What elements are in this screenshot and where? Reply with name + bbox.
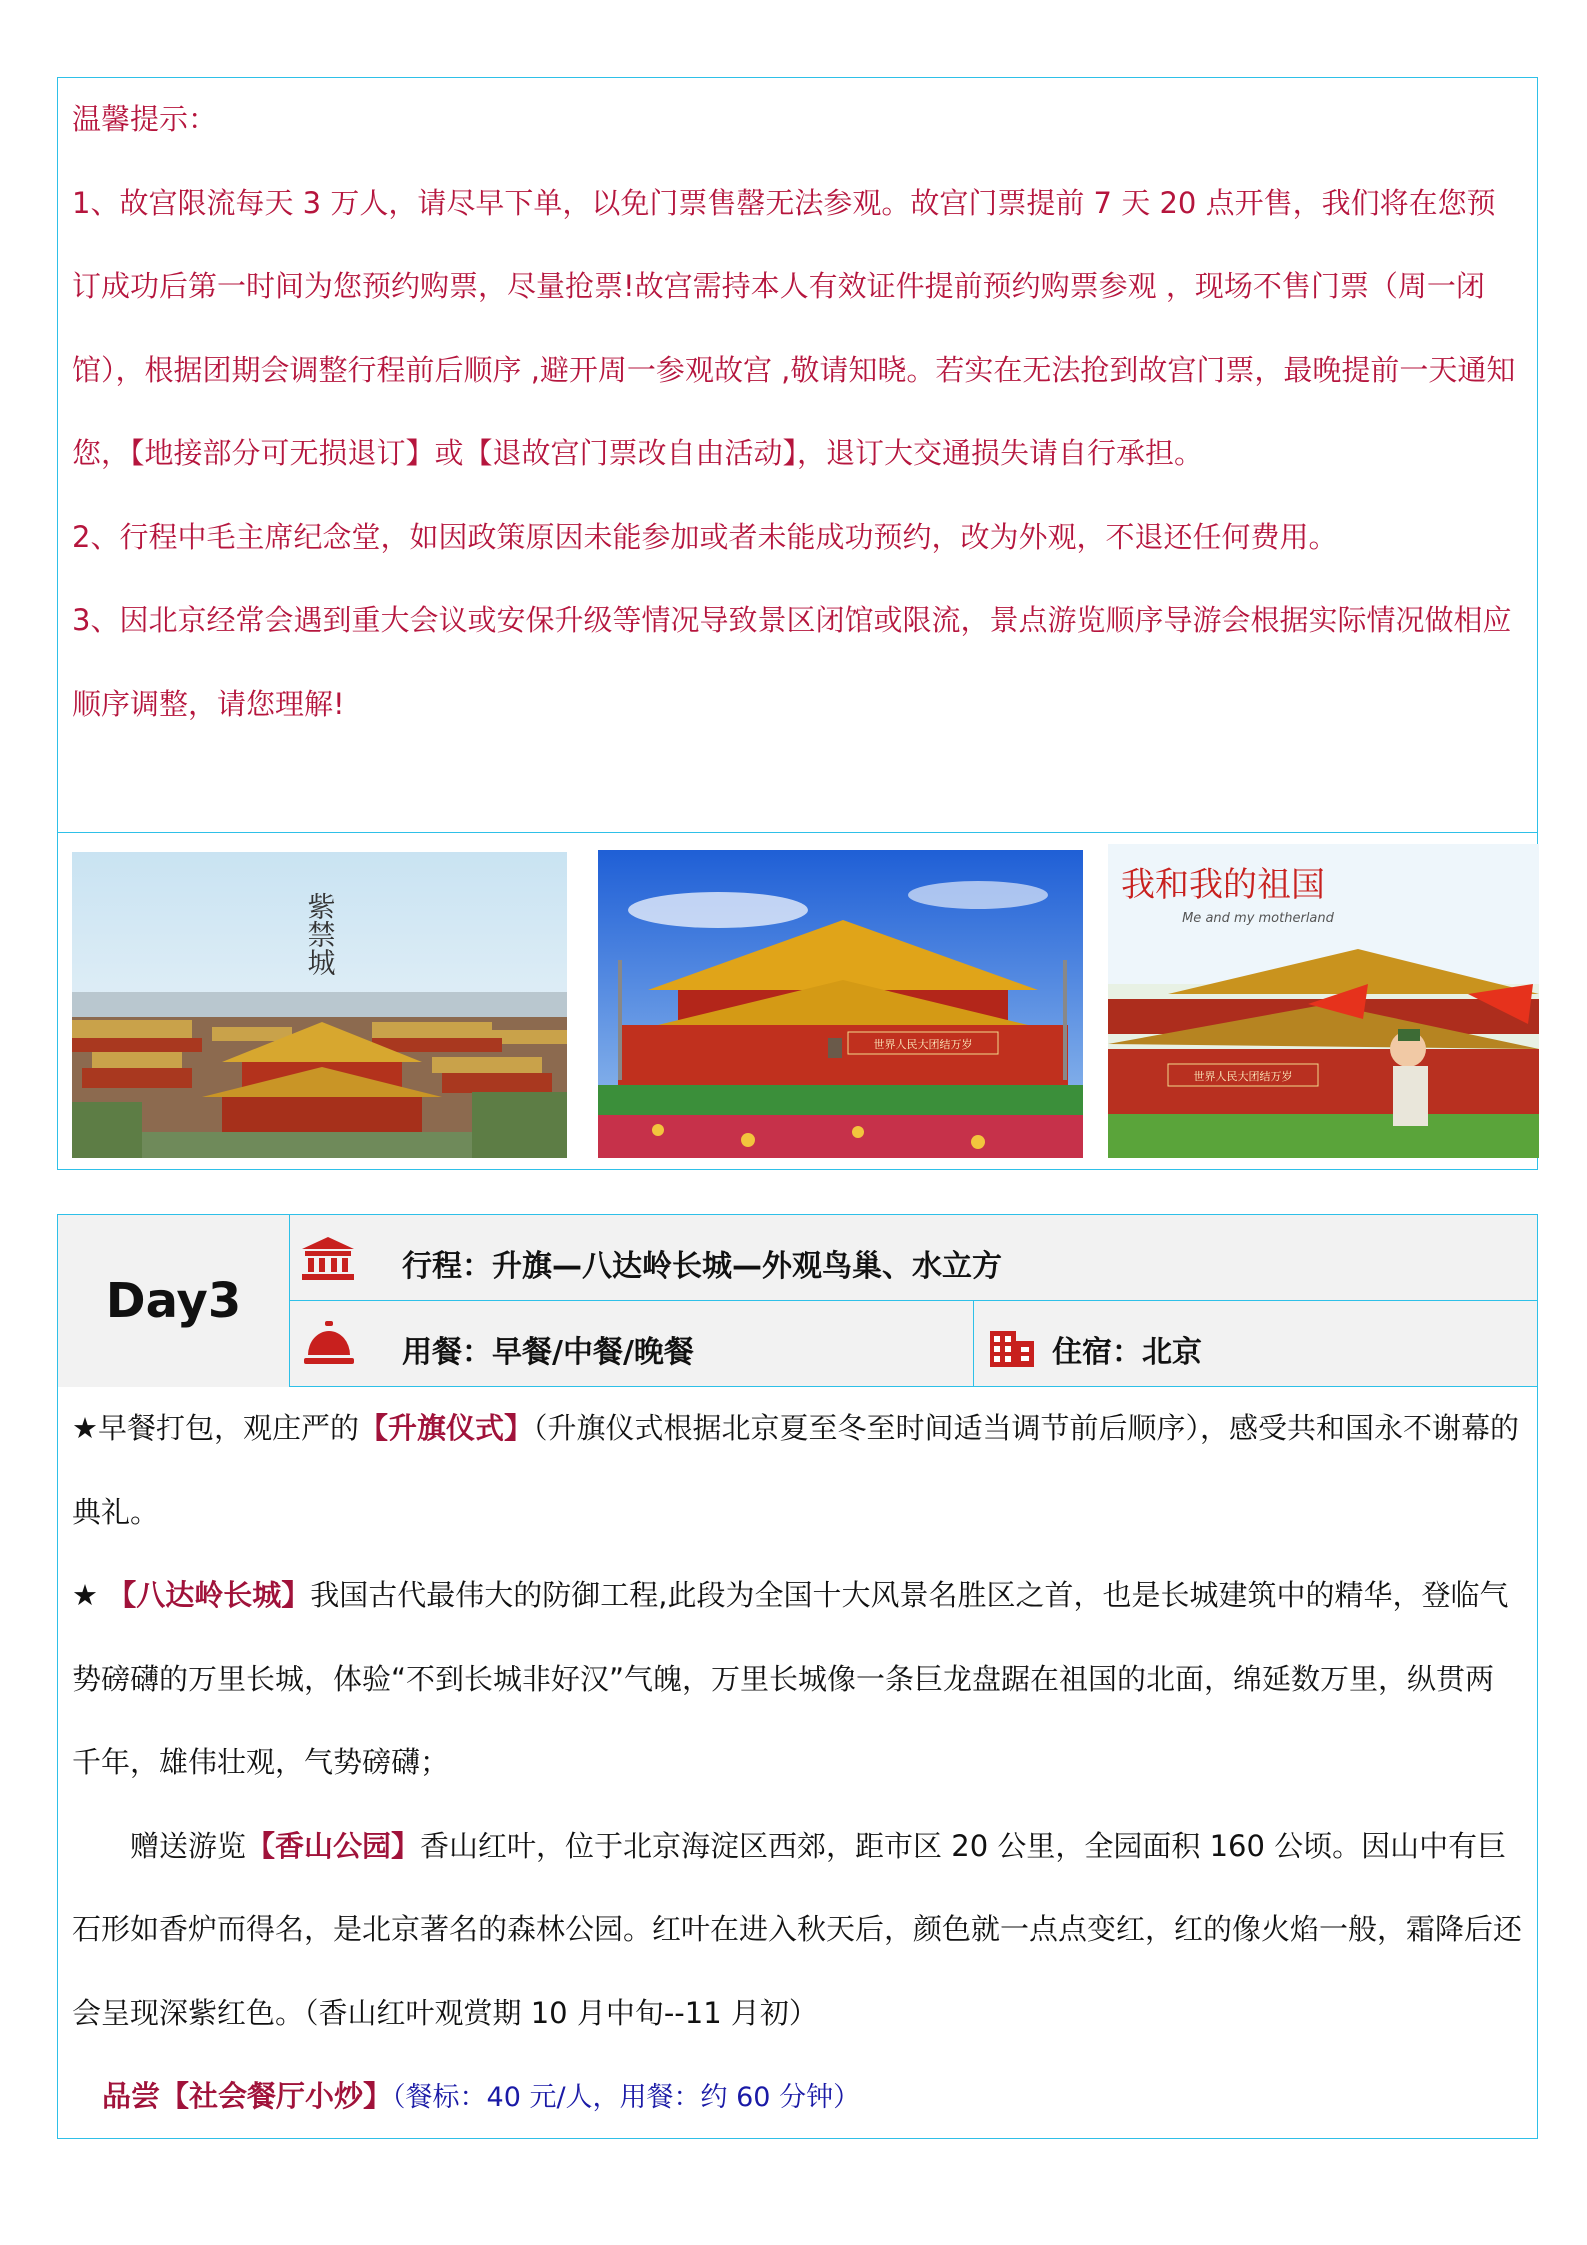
notice-heading: 温馨提示： [72,102,218,136]
photo3-banner: 世界人民大团结万岁 [1193,1070,1293,1083]
highlight-flag-ceremony: 【升旗仪式】 [359,1411,534,1445]
photo2-banner: 世界人民大团结万岁 [873,1038,973,1051]
notice-item-2: 2、行程中毛主席纪念堂，如因政策原因未能参加或者未能成功预约，改为外观，不退还任何费用。 [72,519,1338,554]
day3-body [72,1387,1523,2140]
notice-divider [58,832,1537,833]
photo1-text: 紫禁城 [303,892,337,976]
itinerary-text: 行程：升旗—八达岭长城—外观鸟巢、水立方 [402,1249,1002,1284]
text-span: ★ [72,1578,108,1612]
highlight-meal: 品尝【社会餐厅小炒】 [102,2079,393,2113]
day-label: Day3 [58,1215,290,1387]
meals-lodging-row [290,1301,1537,1387]
photo3-sub: Me and my motherland [1182,911,1334,926]
text-span: 香山红叶，位于北京海淀区西郊，距市区 20 公里，全园面积 160 公顷。因山中有巨石形如香炉而得名，是北京著名的森林公园。红叶在进入秋天后，颜色就一点点变红，红的像火焰一般，霜降后还会呈现深紫红色。（香山红叶观赏期 10 月中旬--11 月初） [72,1828,1523,2030]
text-span: 赠送游览 [130,1828,247,1863]
column-divider [973,1301,974,1386]
service-bell-icon [304,1321,354,1371]
photo-tiananmen [598,850,1083,1158]
notice-text [72,78,1523,832]
lodging-text: 住宿：北京 [1052,1335,1202,1370]
highlight-fragrant-hills: 【香山公园】 [246,1828,421,1863]
hotel-icon [990,1323,1034,1371]
meals-text: 用餐：早餐/中餐/晚餐 [402,1335,694,1370]
photo3-title: 我和我的祖国 [1121,865,1325,905]
great-wall-paragraph [72,1554,1523,1805]
day3-box [57,1214,1538,2139]
notice-item-1: 1、故宫限流每天 3 万人，请尽早下单，以免门票售罄无法参观。故宫门票提前 7 天 20 点开售，我们将在您预订成功后第一时间为您预约购票，尽量抢票!故宫需持本人有效证件提前预约购票参观 ，现场不售门票（周一闭馆），根据团期会调整行程前后顺序 ,避开周一参观故宫 ,敬请知晓。若实在无法抢到故宫门票，最晚提前一天通知您，【地接部分可无损退订】或【退故宫门票改自由活动】，退订大交通损失请自行承担。 [72,185,1516,470]
text-span: 我国古代最伟大的防御工程,此段为全国十大风景名胜区之首，也是长城建筑中的精华，登临气势磅礴的万里长城，体验“不到长城非好汉”气魄，万里长城像一条巨龙盘踞在祖国的北面，绵延数万里，纵贯两千年，雄伟壮观，气势磅礴； [72,1578,1509,1779]
text-span: （升旗仪式根据北京夏至冬至时间适当调节前后顺序），感受共和国永不谢幕的典礼。 [72,1411,1520,1529]
photo-forbidden-city [72,852,567,1158]
meal-paragraph [72,2055,1523,2140]
text-span: ★早餐打包，观庄严的 [72,1411,359,1445]
meal-standard-text: （餐标：40 元/人，用餐：约 60 分钟） [392,2082,861,2113]
museum-icon [302,1237,354,1285]
notice-item-3: 3、因北京经常会遇到重大会议或安保升级等情况导致景区闭馆或限流，景点游览顺序导游会根据实际情况做相应顺序调整，请您理解! [72,603,1512,721]
highlight-great-wall: 【八达岭长城】 [107,1578,311,1612]
itinerary-row [290,1215,1537,1301]
fragrant-hills-paragraph [72,1805,1523,2056]
notice-box [57,77,1538,1170]
flag-ceremony-paragraph [72,1387,1523,1554]
photo-motherland [1108,844,1539,1158]
